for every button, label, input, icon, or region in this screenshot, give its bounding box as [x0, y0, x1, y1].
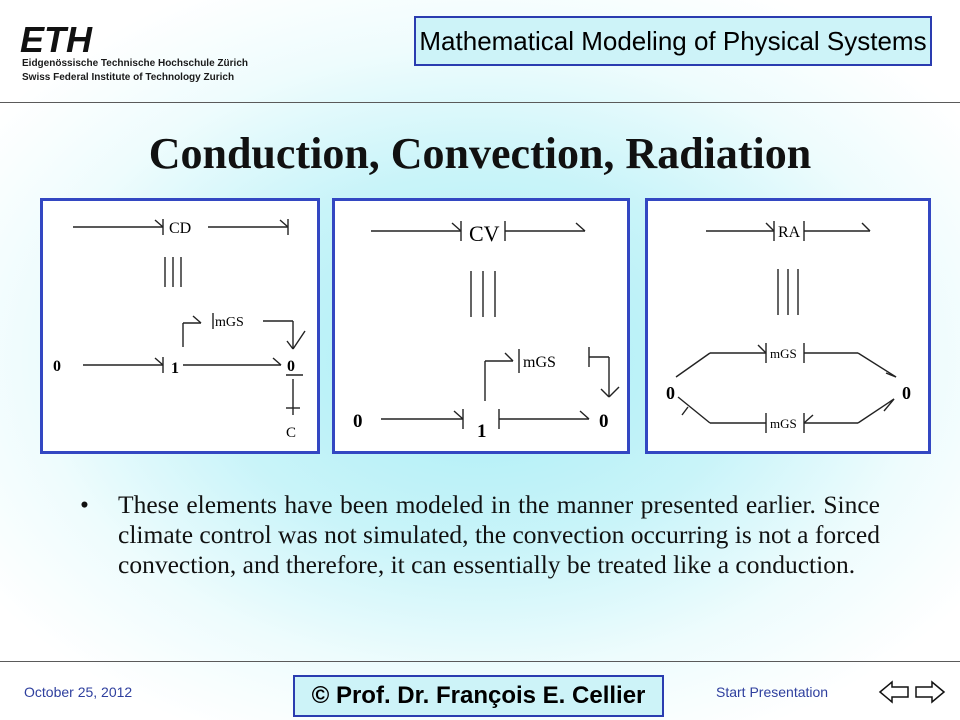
start-presentation-link[interactable]: Start Presentation: [716, 684, 829, 700]
convection-mgs-label: mGS: [523, 354, 556, 371]
radiation-diagram-panel: [645, 198, 931, 454]
next-slide-arrow-icon[interactable]: [912, 680, 946, 704]
convection-bond-graph: [335, 201, 627, 451]
conduction-capacitor-label: C: [286, 425, 297, 441]
bullet-item: [80, 490, 880, 580]
radiation-junction-right: 0: [902, 383, 911, 403]
radiation-bond-graph: [648, 201, 928, 451]
header-divider: [0, 102, 960, 103]
course-title-box: [414, 16, 932, 66]
conduction-junction-mid: 1: [171, 360, 179, 377]
footer-divider: [0, 661, 960, 662]
conduction-element-label: CD: [169, 220, 192, 237]
previous-slide-arrow-icon[interactable]: [878, 680, 912, 704]
eth-logo: [20, 22, 100, 56]
conduction-bond-graph: [43, 201, 317, 451]
institution-line-2: Swiss Federal Institute of Technology Zurich: [22, 72, 235, 83]
course-title: Mathematical Modeling of Physical Systems: [419, 25, 927, 56]
conduction-junction-left: 0: [53, 358, 61, 375]
bullet-text: These elements have been modeled in the manner presented earlier. Since climate control was not simulated, the convection occurring is not a forced convection, and therefore, it can essentially be treated like a conduction.: [118, 490, 880, 579]
radiation-element-label: RA: [778, 224, 801, 241]
conduction-diagram-panel: [40, 198, 320, 454]
convection-junction-mid: 1: [477, 421, 487, 442]
conduction-junction-right: 0: [287, 358, 295, 375]
slide-title: Conduction, Convection, Radiation: [148, 129, 812, 178]
convection-diagram-panel: [332, 198, 630, 454]
convection-junction-right: 0: [599, 411, 609, 432]
copyright-text: © Prof. Dr. François E. Cellier: [311, 682, 646, 709]
bullet-dot-icon: •: [80, 490, 89, 519]
institution-line-1: Eidgenössische Technische Hochschule Zürich: [22, 58, 248, 69]
radiation-mgs-top-label: mGS: [770, 346, 797, 361]
radiation-junction-left: 0: [666, 383, 675, 403]
conduction-mgs-label: mGS: [215, 315, 244, 330]
copyright-box: [293, 675, 664, 717]
convection-junction-left: 0: [353, 411, 363, 432]
radiation-mgs-bottom-label: mGS: [770, 416, 797, 431]
footer-date: October 25, 2012: [24, 684, 133, 700]
eth-logo-text: ETH: [20, 22, 92, 56]
convection-element-label: CV: [469, 221, 500, 246]
